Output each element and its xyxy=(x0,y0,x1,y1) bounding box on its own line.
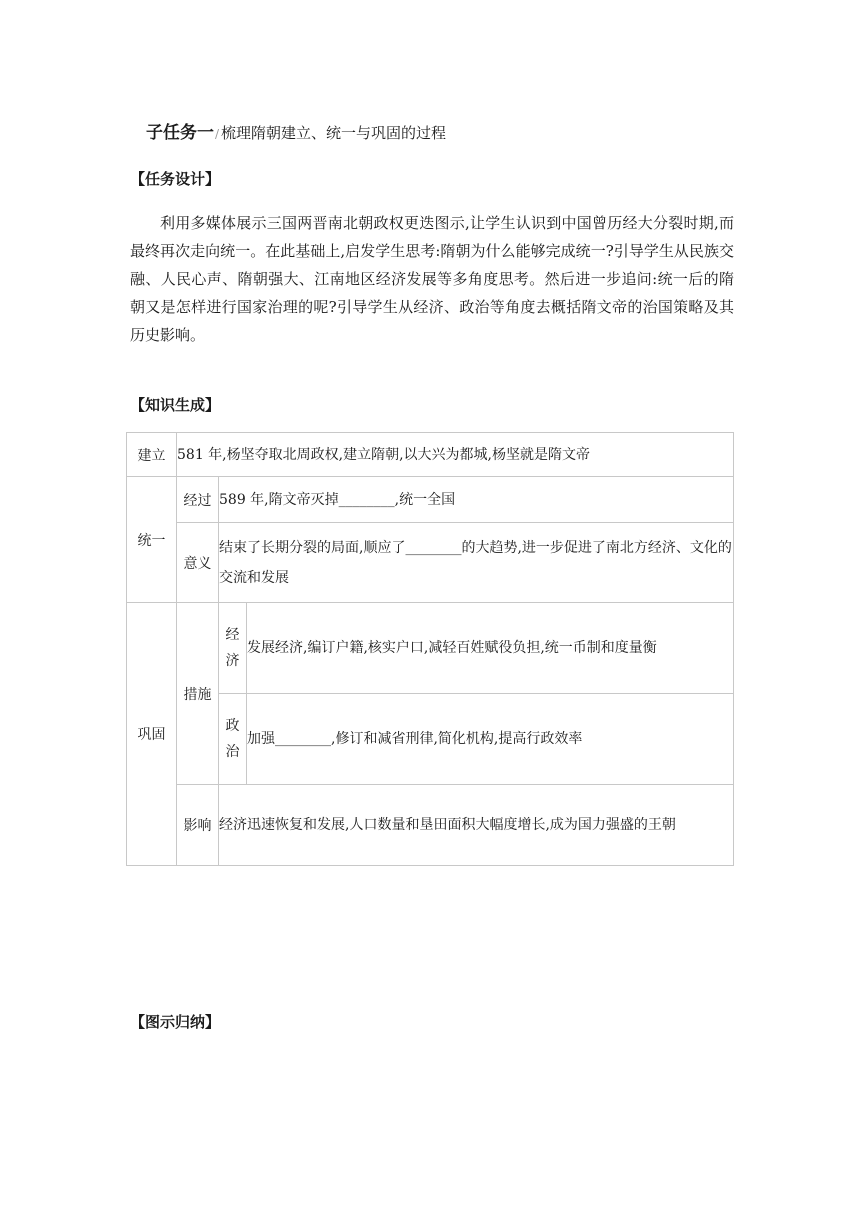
table-row xyxy=(127,785,734,866)
knowledge-table xyxy=(126,432,734,866)
impact-content: 经济迅速恢复和发展,人口数量和垦田面积大幅度增长,成为国力强盛的王朝 xyxy=(219,785,734,866)
diagram-summary-title: 【图示归纳】 xyxy=(130,1013,221,1031)
establish-content: 581 年,杨坚夺取北周政权,建立隋朝,以大兴为都城,杨坚就是隋文帝 xyxy=(177,433,734,477)
sublabel-economy-char: 经 xyxy=(225,627,240,643)
sublabel-politics-char: 政 xyxy=(225,718,240,734)
sublabel-politics-char: 治 xyxy=(225,744,240,760)
sublabel-politics xyxy=(219,694,247,785)
subtask-number: 子任务一 xyxy=(146,123,214,143)
table-row xyxy=(127,694,734,785)
sublabel-measures: 措施 xyxy=(177,603,219,785)
table-row xyxy=(127,603,734,694)
sublabel-economy xyxy=(219,603,247,694)
politics-content: 加强________,修订和减省刑律,简化机构,提高行政效率 xyxy=(247,694,734,785)
row-label-unify: 统一 xyxy=(127,477,177,603)
sublabel-meaning: 意义 xyxy=(177,523,219,603)
heading-separator: / xyxy=(215,127,220,141)
table-row xyxy=(127,433,734,477)
row-label-consolidate: 巩固 xyxy=(127,603,177,866)
unify-process-content: 589 年,隋文帝灭掉________,统一全国 xyxy=(219,477,734,523)
table-row xyxy=(127,477,734,523)
subtask-title: 梳理隋朝建立、统一与巩固的过程 xyxy=(221,124,447,142)
sublabel-economy-char: 济 xyxy=(225,653,240,669)
unify-meaning-content: 结束了长期分裂的局面,顺应了________的大趋势,进一步促进了南北方经济、文化的交流和发展 xyxy=(219,523,734,603)
sublabel-impact: 影响 xyxy=(177,785,219,866)
economy-content: 发展经济,编订户籍,核实户口,减轻百姓赋役负担,统一币制和度量衡 xyxy=(247,603,734,694)
row-label-establish: 建立 xyxy=(127,433,177,477)
sublabel-process: 经过 xyxy=(177,477,219,523)
subtask-heading xyxy=(146,118,446,143)
knowledge-title: 【知识生成】 xyxy=(130,396,221,414)
task-design-title: 【任务设计】 xyxy=(130,170,221,188)
task-design-paragraph: 利用多媒体展示三国两晋南北朝政权更迭图示,让学生认识到中国曾历经大分裂时期,而最终再次走向统一。在此基础上,启发学生思考:隋朝为什么能够完成统一?引导学生从民族交融、人民心声、隋朝强大、江南地区经济发展等多角度思考。然后进一步追问:统一后的隋朝又是怎样进行国家治理的呢?引导学生从经济、政治等角度去概括隋文帝的治国策略及其历史影响。 xyxy=(130,214,734,344)
table-row xyxy=(127,523,734,603)
